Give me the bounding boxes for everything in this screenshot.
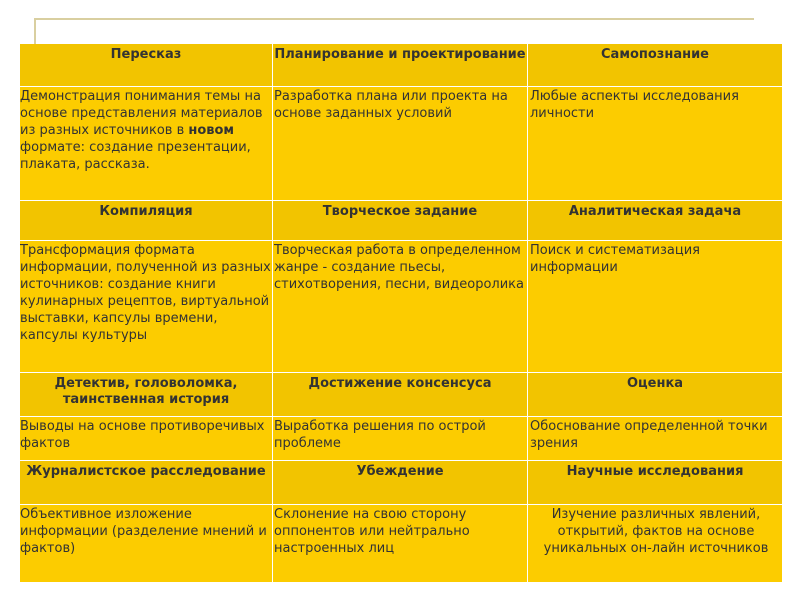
header-cell: Планирование и проектирование xyxy=(273,44,528,86)
description-cell xyxy=(528,416,783,460)
cell-text: Выводы на основе противоречивых фактов xyxy=(20,418,265,451)
description-cell xyxy=(273,504,528,582)
header-cell: Детектив, головоломка, таинственная история xyxy=(20,372,273,416)
description-cell xyxy=(20,86,273,200)
description-cell xyxy=(20,240,273,372)
cell-text: формате: создание презентации, плаката, рассказа. xyxy=(20,139,251,172)
table-header-row xyxy=(20,460,782,504)
cell-text: Творческая работа в определенном жанре - создание пьесы, стихотворения, песни, видеоролика xyxy=(274,242,524,292)
header-cell: Убеждение xyxy=(273,460,528,504)
description-cell xyxy=(528,240,783,372)
description-cell xyxy=(528,504,783,582)
cell-text: Объективное изложение информации (разделение мнений и фактов) xyxy=(20,506,267,556)
task-types-table xyxy=(20,44,782,582)
cell-text: Выработка решения по острой проблеме xyxy=(274,418,486,451)
cell-text: Трансформация формата информации, полученной из разных источников: создание книги кулинарных рецептов, виртуальной выставки, капсулы времени, капсулы культуры xyxy=(20,242,271,343)
header-cell: Творческое задание xyxy=(273,200,528,240)
cell-text: Изучение различных явлений, открытий, фактов на основе уникальных он-лайн источников xyxy=(543,506,769,556)
description-cell xyxy=(273,86,528,200)
cell-text: Обоснование определенной точки зрения xyxy=(530,418,768,451)
cell-emphasis: новом xyxy=(188,122,235,138)
header-cell: Достижение консенсуса xyxy=(273,372,528,416)
description-cell xyxy=(273,416,528,460)
header-cell: Самопознание xyxy=(528,44,783,86)
description-cell xyxy=(20,416,273,460)
cell-text: Демонстрация понимания темы на основе представления материалов из разных источников в xyxy=(20,88,263,138)
table-row xyxy=(20,504,782,582)
cell-text: Поиск и систематизация информации xyxy=(530,242,700,275)
table-row xyxy=(20,240,782,372)
cell-text: Любые аспекты исследования личности xyxy=(530,88,739,121)
table-header-row xyxy=(20,372,782,416)
table-row xyxy=(20,86,782,200)
cell-text: Склонение на свою сторону оппонентов или нейтрально настроенных лиц xyxy=(274,506,470,556)
description-cell xyxy=(528,86,783,200)
table-header-row xyxy=(20,44,782,86)
table-header-row xyxy=(20,200,782,240)
cell-text: Разработка плана или проекта на основе заданных условий xyxy=(274,88,508,121)
table-row xyxy=(20,416,782,460)
header-cell: Компиляция xyxy=(20,200,273,240)
header-cell: Научные исследования xyxy=(528,460,783,504)
slide-frame-top-line xyxy=(34,18,754,20)
header-cell: Оценка xyxy=(528,372,783,416)
header-cell: Аналитическая задача xyxy=(528,200,783,240)
description-cell xyxy=(273,240,528,372)
header-cell: Пересказ xyxy=(20,44,273,86)
header-cell: Журналистское расследование xyxy=(20,460,273,504)
description-cell xyxy=(20,504,273,582)
